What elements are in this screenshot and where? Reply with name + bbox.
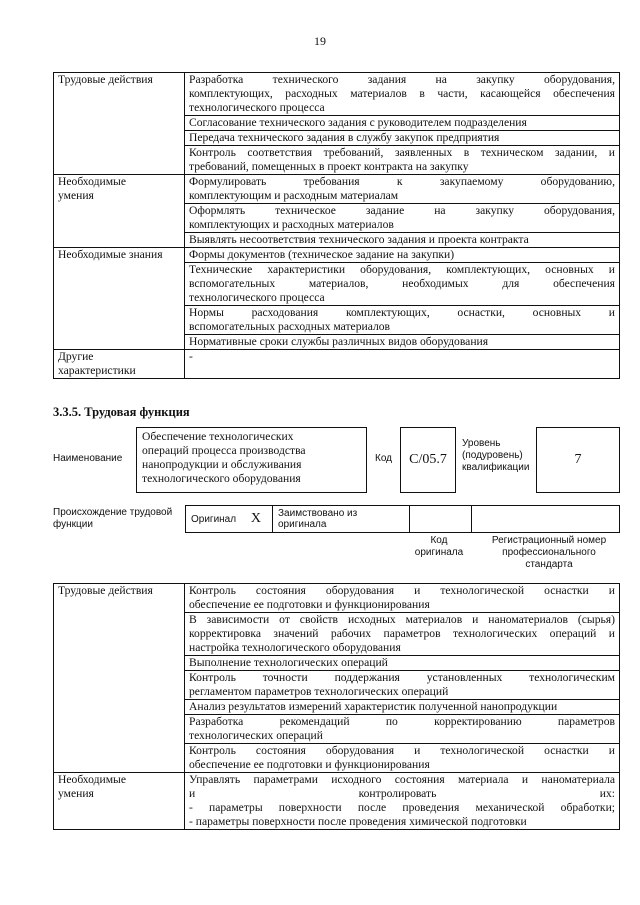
row-text-line: Контроль состояния оборудования и технологической оснастки и xyxy=(189,584,615,597)
code-original-label-line: Код xyxy=(430,535,448,546)
row-label xyxy=(54,306,185,335)
row-text-line: обеспечение ее подготовки и функционирования xyxy=(189,598,430,611)
table-row xyxy=(54,656,620,671)
row-text xyxy=(185,204,620,233)
row-text-line: Выявлять несоответствия технического задания и проекта контракта xyxy=(189,233,529,246)
table-row xyxy=(54,613,620,656)
reg-number-label xyxy=(476,535,622,571)
row-text xyxy=(185,335,620,350)
origin-row xyxy=(185,505,620,533)
origin-label-line: Происхождение трудовой xyxy=(53,507,173,518)
row-text xyxy=(185,584,620,613)
reg-number-label-line: стандарта xyxy=(525,559,573,570)
row-label-line: умения xyxy=(58,189,94,202)
table-row xyxy=(54,233,620,248)
origin-borrowed-cell xyxy=(273,505,410,533)
row-label-line: Другие xyxy=(58,350,94,363)
row-text xyxy=(185,350,620,379)
row-text xyxy=(185,744,620,773)
row-label xyxy=(54,350,185,379)
row-text-line: регламентом параметров технологических операций xyxy=(189,685,449,698)
row-label xyxy=(54,584,185,613)
row-label xyxy=(54,204,185,233)
row-text xyxy=(185,175,620,204)
table-row xyxy=(54,773,620,830)
table-row xyxy=(54,715,620,744)
level-box xyxy=(536,427,620,493)
row-text xyxy=(185,73,620,116)
origin-borrowed-label: Заимствовано из оригинала xyxy=(278,508,358,530)
reg-number-cell xyxy=(472,505,620,533)
function-code-value: C/05.7 xyxy=(409,452,447,467)
row-label xyxy=(54,613,185,656)
row-label-line: характеристики xyxy=(58,364,136,377)
row-label xyxy=(54,335,185,350)
function-name-line: технологического оборудования xyxy=(142,472,301,485)
table-row xyxy=(54,700,620,715)
row-label-line: Необходимые знания xyxy=(58,248,163,261)
row-text-line: Контроль соответствия требований, заявленных в техническом задании, и xyxy=(189,146,615,159)
row-label xyxy=(54,744,185,773)
row-text-line: обеспечение ее подготовки и функционирования xyxy=(189,758,430,771)
table-row xyxy=(54,175,620,204)
table-row xyxy=(54,248,620,263)
row-text xyxy=(185,116,620,131)
level-label-line: Уровень xyxy=(462,438,501,449)
row-text-line: Анализ результатов измерений характеристик полученной нанопродукции xyxy=(189,700,558,713)
function-name-line: Обеспечение технологических xyxy=(142,430,294,443)
row-text xyxy=(185,146,620,175)
code-original-label xyxy=(403,535,475,559)
row-text-line: Управлять параметрами исходного состояния материала и наноматериала xyxy=(189,773,615,786)
row-text-line: комплектующим и расходным материалам xyxy=(189,189,399,202)
level-label-line: (подуровень) xyxy=(462,450,523,461)
row-text-line: Передача технического задания в службу закупок предприятия xyxy=(189,131,500,144)
row-text-line: Разработка рекомендаций по корректированию параметров xyxy=(189,715,615,728)
row-text-line: - xyxy=(189,350,193,363)
function-name-line: операций процесса производства xyxy=(142,444,306,457)
row-text-line: Контроль точности поддержания установленных технологическим xyxy=(189,671,615,684)
row-label xyxy=(54,656,185,671)
code-original-cell xyxy=(410,505,472,533)
row-text-line: В зависимости от свойств исходных материалов и наноматериалов (сырья) xyxy=(189,613,615,626)
function-code-box xyxy=(400,427,456,493)
row-label-line: умения xyxy=(58,787,94,800)
table-row xyxy=(54,671,620,700)
origin-original-cell xyxy=(185,505,273,533)
row-text-line: комплектующих и расходных материалов xyxy=(189,218,394,231)
row-label xyxy=(54,248,185,263)
table-row xyxy=(54,744,620,773)
row-text xyxy=(185,131,620,146)
row-text xyxy=(185,613,620,656)
row-label xyxy=(54,700,185,715)
table-row xyxy=(54,306,620,335)
name-label: Наименование xyxy=(53,453,123,464)
table-row xyxy=(54,350,620,379)
row-text xyxy=(185,263,620,306)
level-label-line: квалификации xyxy=(462,462,530,473)
row-label-line: Трудовые действия xyxy=(58,584,153,597)
reg-number-label-line: Регистрационный номер xyxy=(491,535,607,546)
table-row xyxy=(54,131,620,146)
level-value: 7 xyxy=(574,452,582,467)
function-name-box xyxy=(136,427,367,493)
row-text-line: Разработка технического задания на закупку оборудования, xyxy=(189,73,615,86)
row-text-line: - параметры поверхности после проведения механической обработки; xyxy=(189,801,615,814)
row-text-line: технологических операций xyxy=(189,729,323,742)
row-text-line: технологического процесса xyxy=(189,101,325,114)
row-label xyxy=(54,233,185,248)
row-text xyxy=(185,248,620,263)
row-text-line: корректировка значений рабочих параметров технологических операций и xyxy=(189,627,615,640)
function-name-line: нанопродукции и обслуживания xyxy=(142,458,302,471)
row-text xyxy=(185,700,620,715)
row-label xyxy=(54,131,185,146)
row-text-line: Контроль состояния оборудования и технологической оснастки и xyxy=(189,744,615,757)
row-text xyxy=(185,306,620,335)
table-row xyxy=(54,584,620,613)
row-label xyxy=(54,715,185,744)
row-text xyxy=(185,773,620,830)
requirements-table-1 xyxy=(53,72,620,379)
level-label xyxy=(462,438,529,474)
row-text xyxy=(185,233,620,248)
row-label xyxy=(54,263,185,306)
code-label: Код xyxy=(375,453,393,464)
row-label xyxy=(54,73,185,116)
row-text xyxy=(185,656,620,671)
row-label xyxy=(54,671,185,700)
table-row xyxy=(54,263,620,306)
table-row xyxy=(54,204,620,233)
row-text-line: настройка технологического оборудования xyxy=(189,641,401,654)
row-text-line: вспомогательных расходных материалов xyxy=(189,320,391,333)
table-row xyxy=(54,335,620,350)
row-label xyxy=(54,146,185,175)
table-row xyxy=(54,116,620,131)
table-row xyxy=(54,73,620,116)
row-text xyxy=(185,671,620,700)
row-label xyxy=(54,773,185,830)
table-row xyxy=(54,146,620,175)
origin-original-mark: X xyxy=(250,511,261,526)
row-label-line: Необходимые xyxy=(58,773,126,786)
origin-label-line: функции xyxy=(53,519,93,530)
row-text-line: - параметры поверхности после проведения химической подготовки xyxy=(189,815,527,828)
reg-number-label-line: профессионального xyxy=(502,547,596,558)
row-text-line: вспомогательных материалов, необходимых для обеспечения xyxy=(189,277,615,290)
code-original-label-line: оригинала xyxy=(414,547,464,558)
origin-original-label: Оригинал xyxy=(191,513,237,525)
row-text-line: и контролировать их: xyxy=(189,787,615,800)
row-label xyxy=(54,116,185,131)
row-text-line: требований, помещенных в проект контракта на закупку xyxy=(189,160,469,173)
row-label-line: Необходимые xyxy=(58,175,126,188)
row-text-line: Формы документов (техническое задание на закупки) xyxy=(189,248,455,261)
section-title: 3.3.5. Трудовая функция xyxy=(53,405,190,419)
row-label-line: Трудовые действия xyxy=(58,73,153,86)
row-text-line: технологического процесса xyxy=(189,291,325,304)
row-text-line: Технические характеристики оборудования, комплектующих, основных и xyxy=(189,263,615,276)
row-text-line: Выполнение технологических операций xyxy=(189,656,388,669)
requirements-table-2 xyxy=(53,583,620,830)
row-text-line: Оформлять техническое задание на закупку оборудования, xyxy=(189,204,615,217)
row-label xyxy=(54,175,185,204)
row-text-line: Нормативные сроки службы различных видов оборудования xyxy=(189,335,489,348)
row-text-line: Формулировать требования к закупаемому оборудованию, xyxy=(189,175,615,188)
row-text-line: Нормы расходования комплектующих, оснастки, основных и xyxy=(189,306,615,319)
page-number: 19 xyxy=(314,34,326,48)
row-text-line: комплектующих, расходных материалов в части, касающейся обеспечения xyxy=(189,87,615,100)
row-text-line: Согласование технического задания с руководителем подразделения xyxy=(189,116,527,129)
row-text xyxy=(185,715,620,744)
origin-label xyxy=(53,507,172,531)
